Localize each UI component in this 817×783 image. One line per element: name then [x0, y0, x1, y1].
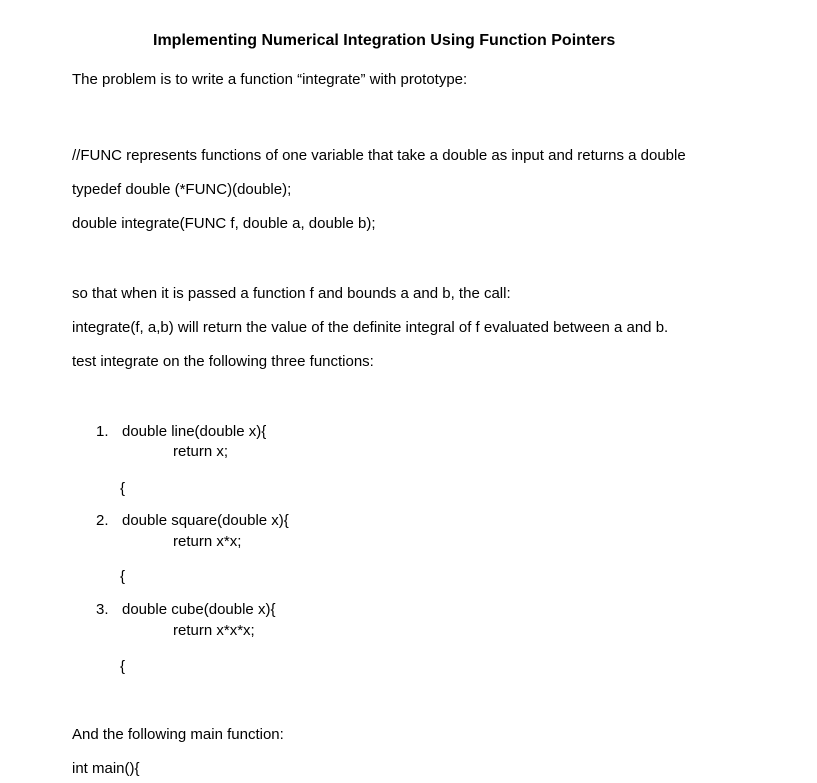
description-line-3: test integrate on the following three functions: [72, 353, 374, 370]
function-body: return x; [173, 443, 229, 460]
description-line-2: integrate(f, a,b) will return the value of the definite integral of f evaluated between a and b. [72, 319, 669, 336]
function-signature: double square(double x){ [122, 512, 289, 529]
code-comment: //FUNC represents functions of one variable that take a double as input and returns a double [72, 147, 686, 164]
intro-text: The problem is to write a function “integrate” with prototype: [72, 71, 468, 88]
description-line-1: so that when it is passed a function f and bounds a and b, the call: [72, 285, 511, 302]
function-closing: { [120, 480, 126, 497]
function-signature: double cube(double x){ [122, 601, 276, 618]
function-body: return x*x; [173, 533, 242, 550]
function-signature: double line(double x){ [122, 423, 267, 440]
document-title: Implementing Numerical Integration Using Function Pointers [153, 32, 616, 49]
code-typedef: typedef double (*FUNC)(double); [72, 181, 292, 198]
main-signature: int main(){ [72, 760, 140, 777]
function-closing: { [120, 658, 126, 675]
list-number: 1. [96, 423, 109, 440]
list-number: 2. [96, 512, 109, 529]
function-closing: { [120, 568, 126, 585]
list-number: 3. [96, 601, 109, 618]
function-body: return x*x*x; [173, 622, 255, 639]
code-prototype: double integrate(FUNC f, double a, double b); [72, 215, 376, 232]
main-intro-text: And the following main function: [72, 726, 284, 743]
